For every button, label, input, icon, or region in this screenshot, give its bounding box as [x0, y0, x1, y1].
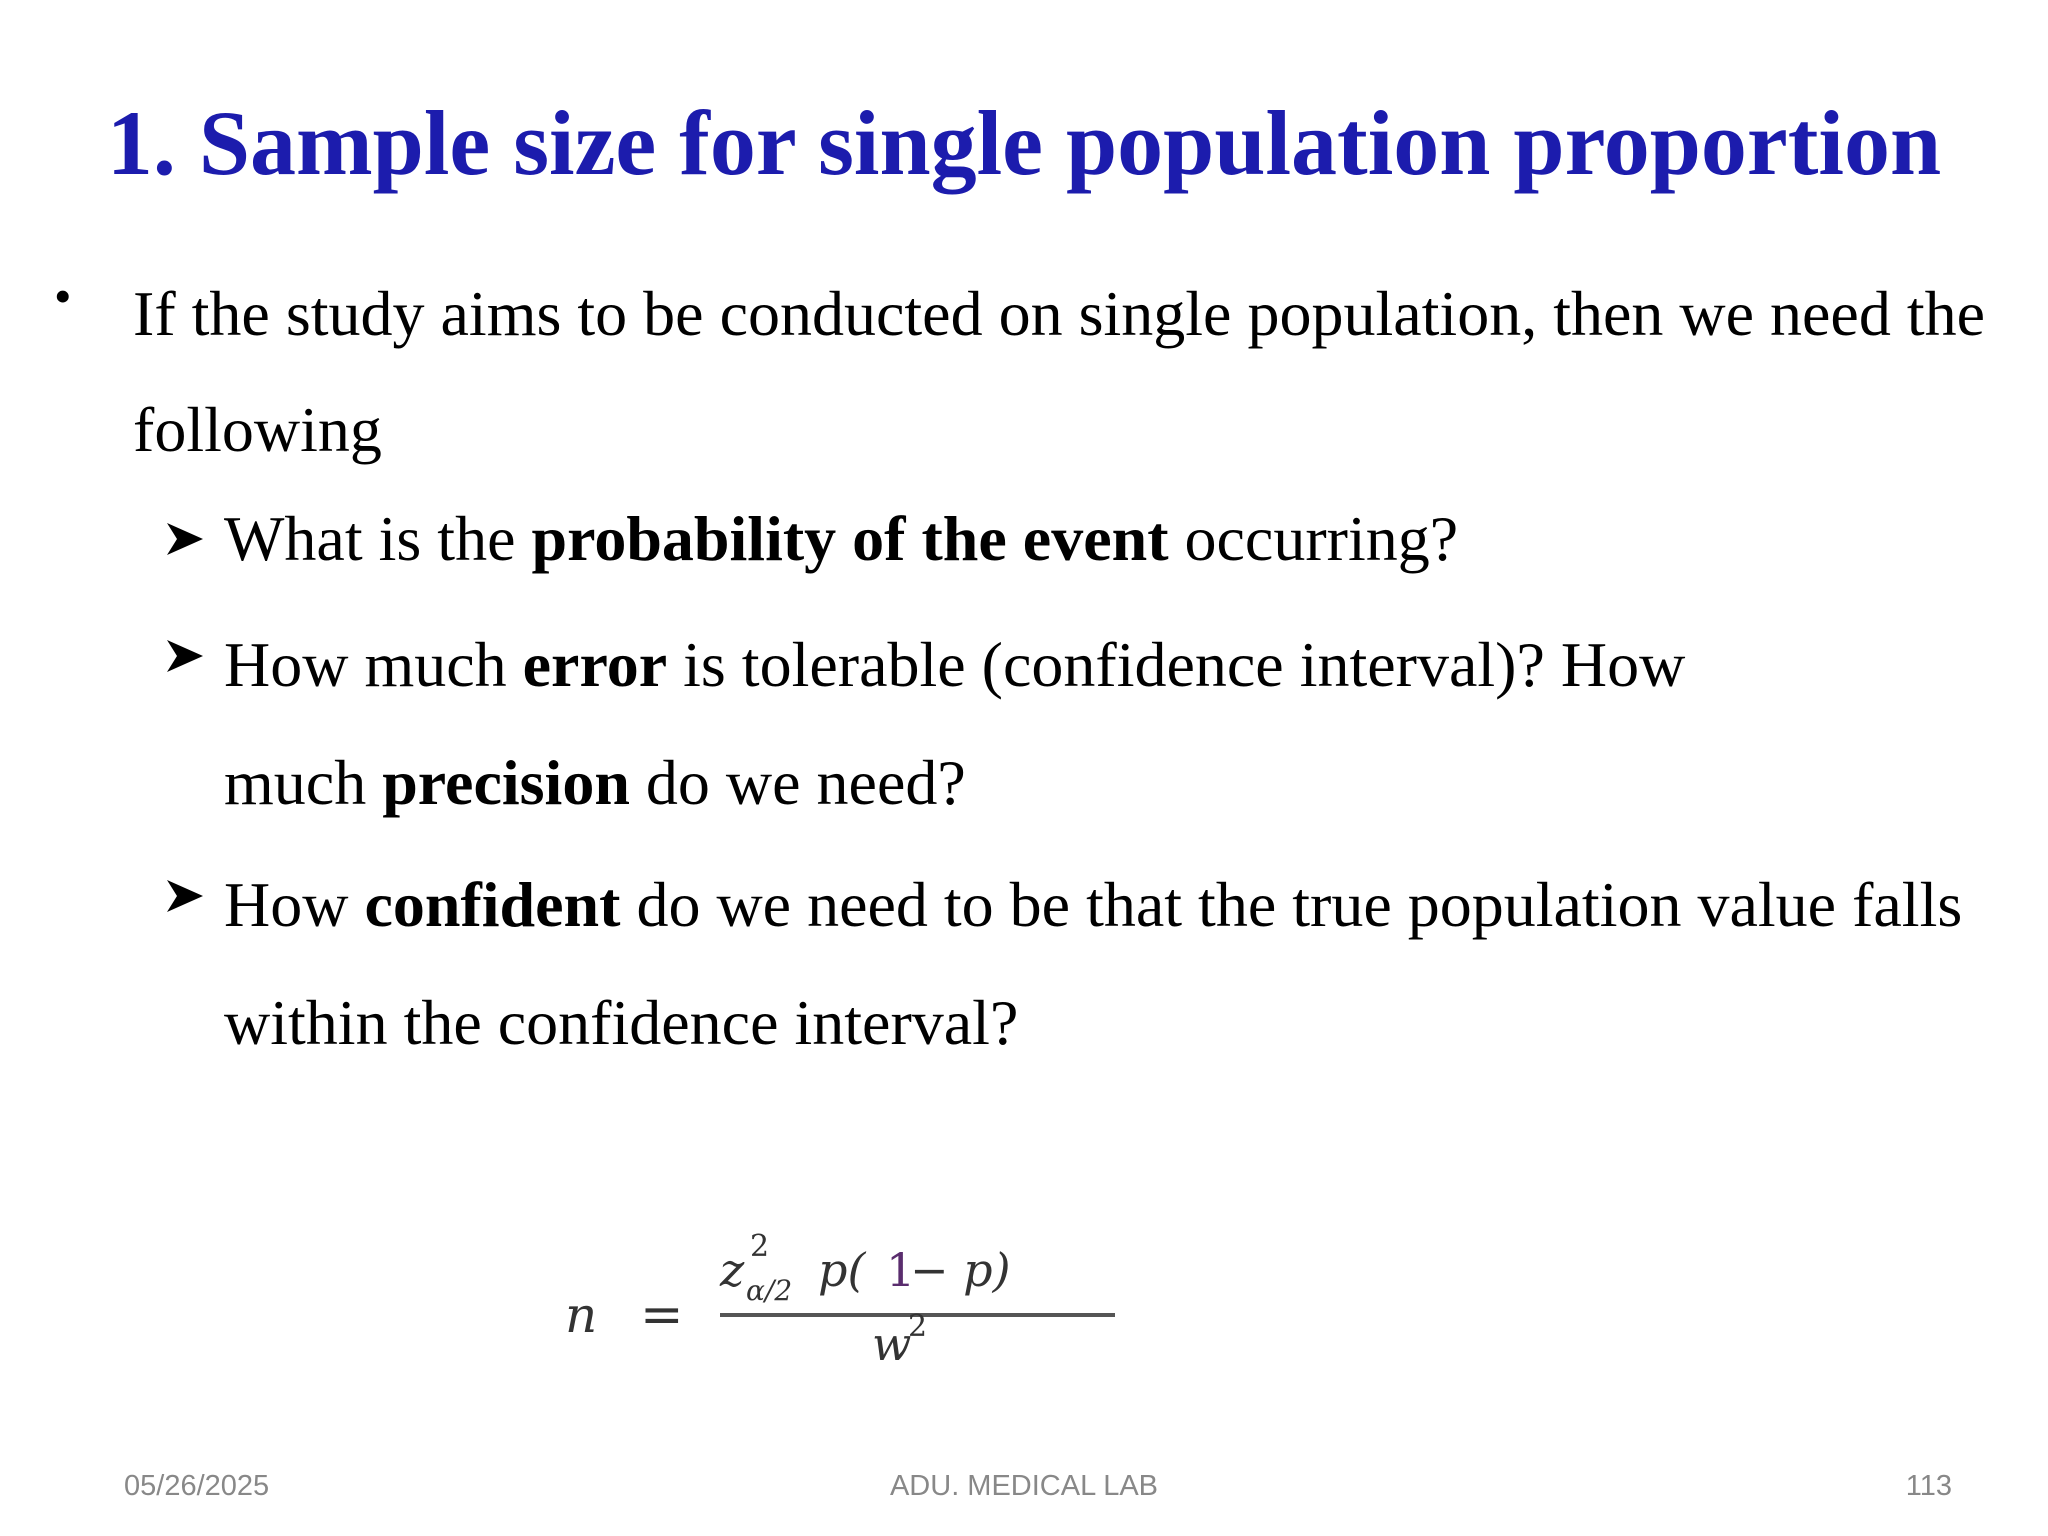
main-bullet-line-2: following: [133, 394, 382, 465]
sub-bullet-bold: error: [522, 629, 668, 700]
footer-page-number: 113: [1905, 1470, 1952, 1502]
formula-p-close: − p): [910, 1243, 1011, 1297]
footer-date: 05/26/2025: [124, 1470, 270, 1502]
sample-size-formula: [560, 1220, 1120, 1370]
sub-bullet-text: do we need?: [629, 747, 966, 818]
formula-z-sub: α/2: [746, 1274, 793, 1307]
sub-bullet-text: within the confidence interval?: [224, 987, 1019, 1058]
formula-p-open: p(: [818, 1243, 866, 1297]
sub-bullet-bold: precision: [382, 747, 630, 818]
sub-bullet-text: What is the: [224, 503, 532, 574]
formula-one: 1: [886, 1243, 916, 1297]
arrowhead-bullet-icon: [165, 876, 205, 916]
sub-bullet-bold: probability of the event: [531, 503, 1169, 574]
formula-lhs: n: [565, 1286, 598, 1344]
formula-w: w: [872, 1317, 912, 1370]
arrowhead-bullet-icon: [165, 519, 205, 559]
sub-bullet-text: is tolerable (confidence interval)? How: [667, 629, 1686, 700]
formula-equals: =: [640, 1285, 684, 1345]
formula-z: z: [720, 1243, 745, 1297]
sub-bullet-text: much: [224, 747, 383, 818]
sub-bullet-bold: confident: [364, 869, 621, 940]
main-bullet-line-1: If the study aims to be conducted on single population, then we need the: [133, 278, 1985, 349]
sub-bullet-confidence: [224, 846, 1962, 1082]
formula-w-sup: 2: [908, 1309, 928, 1344]
sub-bullet-text: How much: [224, 629, 523, 700]
formula-z-sup: 2: [750, 1229, 770, 1264]
main-bullet: [133, 256, 2013, 488]
footer-center-text: ADU. MEDICAL LAB: [889, 1470, 1159, 1502]
bullet-dot-icon: •: [54, 268, 72, 324]
sub-bullet-error: [224, 606, 1685, 842]
sub-bullet-text: do we need to be that the true population value falls: [620, 869, 1963, 940]
sub-bullet-text: How: [224, 869, 365, 940]
arrowhead-bullet-icon: [165, 636, 205, 676]
sub-bullet-text: occurring?: [1168, 503, 1459, 574]
slide-title: 1. Sample size for single population proportion: [106, 92, 1942, 194]
sub-bullet-probability: [224, 480, 1458, 598]
